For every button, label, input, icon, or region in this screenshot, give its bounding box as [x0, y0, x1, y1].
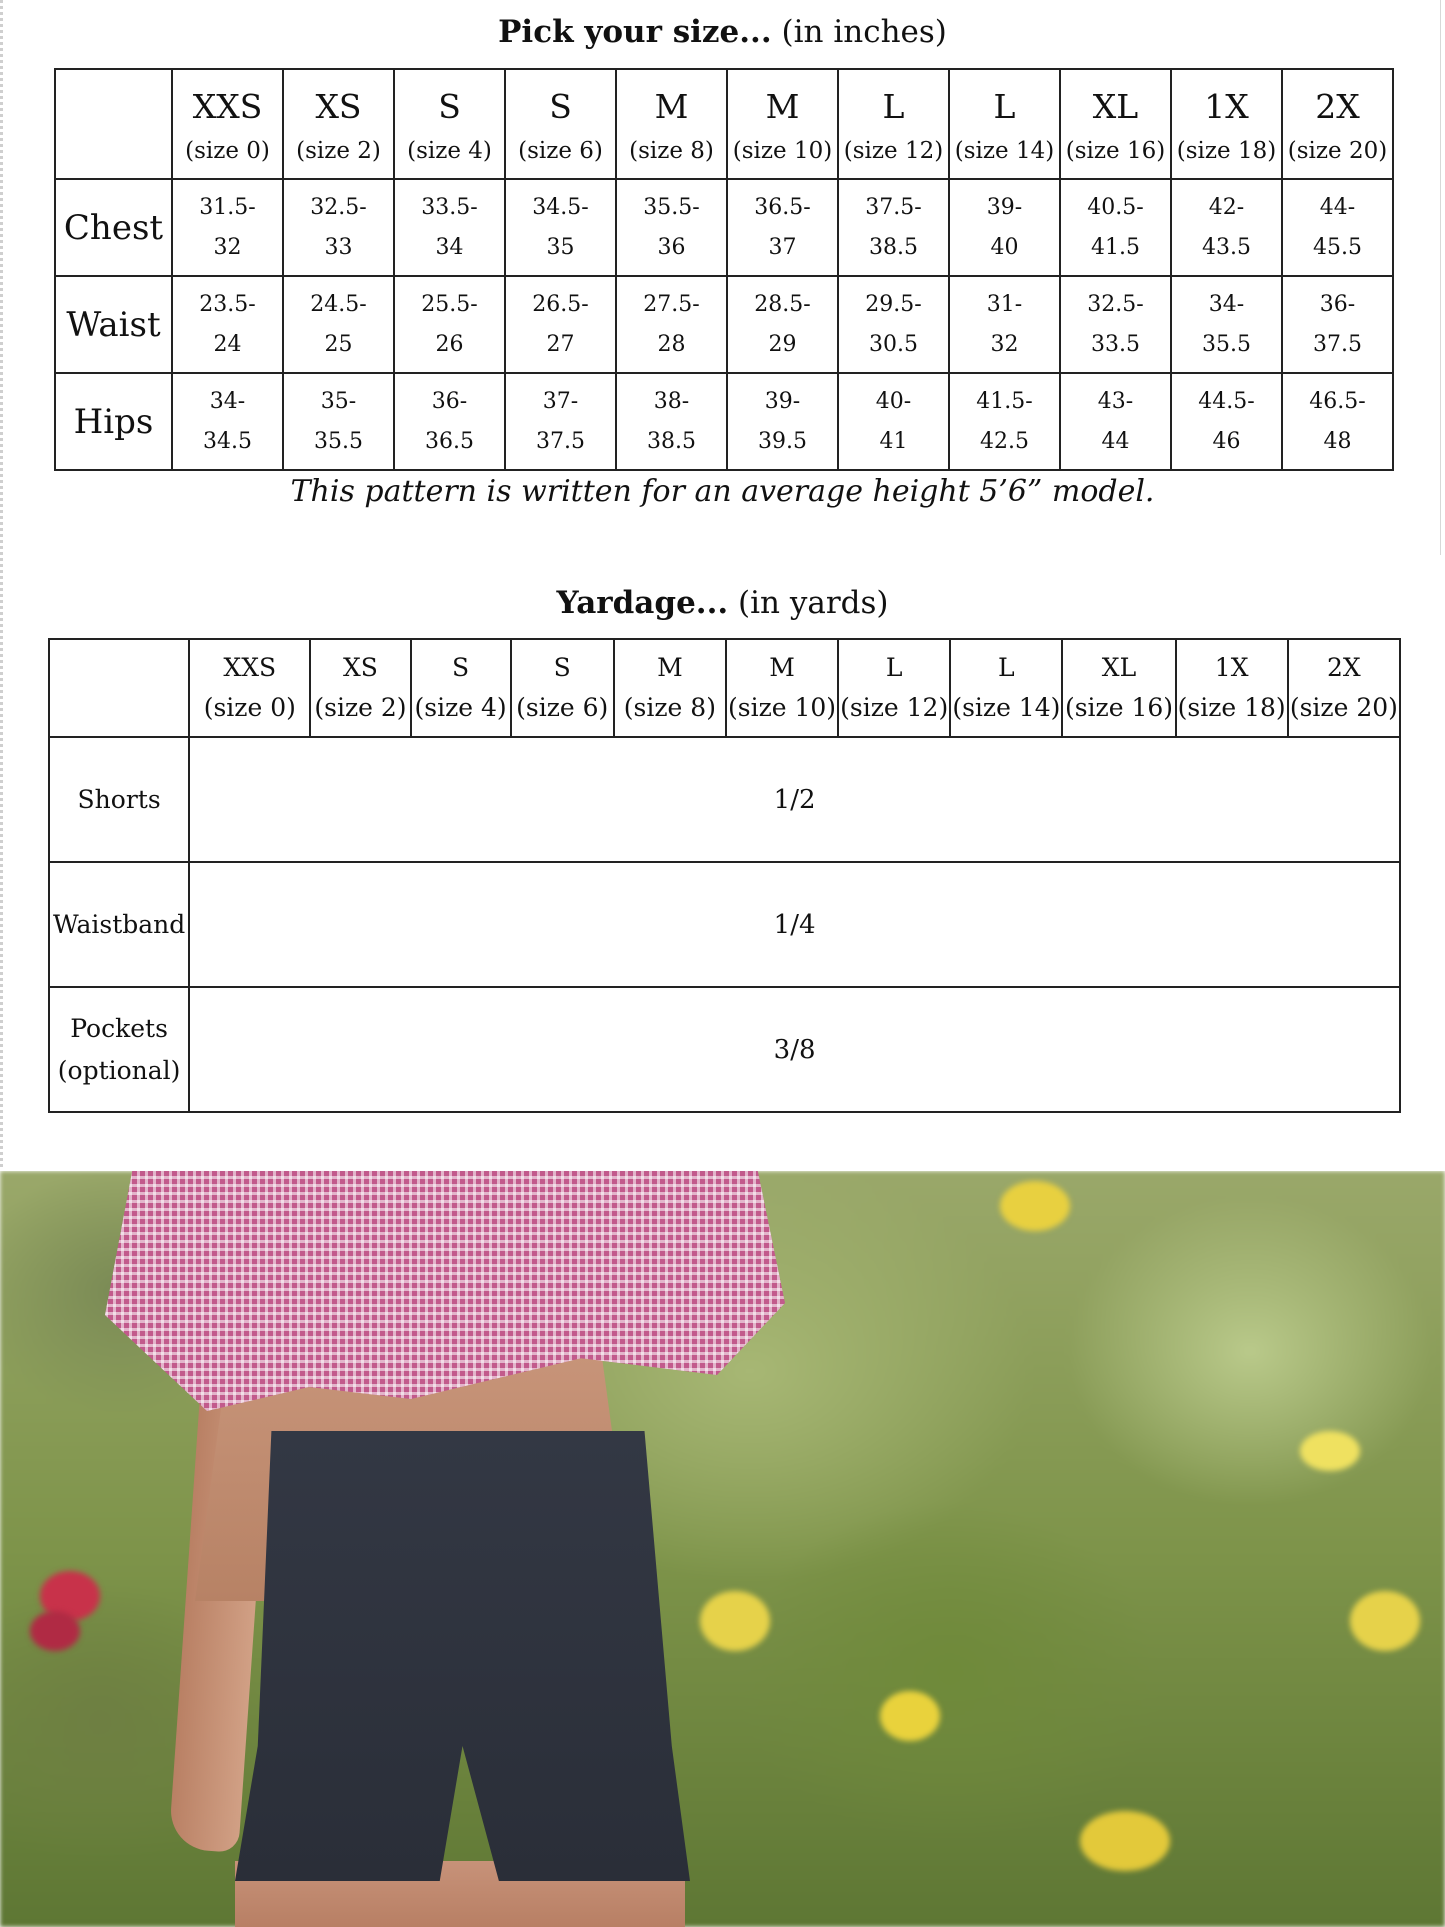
size-header-cell — [310, 639, 410, 737]
measurement-max: 37 — [768, 234, 797, 260]
yardage-row — [49, 987, 1400, 1112]
size-number: (size 12) — [840, 693, 949, 722]
size-label: 2X — [1327, 653, 1361, 682]
height-note: This pattern is written for an average height 5’6” model. — [290, 474, 1155, 509]
corner-cell — [55, 69, 172, 179]
size-header-cell — [838, 639, 950, 737]
measurement-cell — [838, 179, 949, 276]
size-header-cell — [614, 639, 726, 737]
size-header-cell — [616, 69, 727, 179]
measurement-max: 25 — [324, 331, 353, 357]
measurement-cell — [394, 179, 505, 276]
measurement-max: 33.5 — [1091, 331, 1140, 357]
size-chart-title-unit: (in inches) — [771, 14, 947, 50]
size-label: M — [657, 653, 683, 682]
measurement-max: 38.5 — [869, 234, 918, 260]
size-chart-table — [54, 68, 1394, 471]
measurement-max: 26 — [435, 331, 464, 357]
size-number: (size 20) — [1287, 138, 1388, 164]
yardage-chart-table — [48, 638, 1401, 1113]
measurement-cell — [172, 373, 283, 470]
measurement-max: 36 — [657, 234, 686, 260]
size-number: (size 12) — [843, 138, 944, 164]
size-number: (size 10) — [732, 138, 833, 164]
measurement-cell — [394, 276, 505, 373]
size-label: L — [885, 653, 903, 682]
measurement-max: 45.5 — [1313, 234, 1362, 260]
red-flower — [30, 1611, 80, 1651]
size-header-cell — [394, 69, 505, 179]
size-number: (size 8) — [623, 693, 716, 722]
yellow-flower — [1080, 1811, 1170, 1871]
size-label: L — [993, 87, 1016, 126]
measurement-max: 40 — [990, 234, 1019, 260]
measurement-min: 31.5- — [199, 194, 256, 220]
size-header-cell — [172, 69, 283, 179]
measurement-min: 41.5- — [976, 388, 1033, 414]
measurement-max: 44 — [1101, 428, 1130, 454]
size-label: XL — [1101, 653, 1137, 682]
size-label: S — [438, 87, 461, 126]
yardage-chart-title — [0, 585, 1445, 621]
size-header-cell — [838, 69, 949, 179]
model-photo — [0, 1171, 1445, 1927]
measurement-min: 39- — [986, 194, 1023, 220]
yardage-label-cell — [49, 987, 189, 1112]
measurement-max: 38.5 — [647, 428, 696, 454]
measurement-max: 27 — [546, 331, 575, 357]
measurement-cell — [616, 179, 727, 276]
size-number: (size 8) — [629, 138, 714, 164]
size-number: (size 16) — [1065, 138, 1166, 164]
measurement-cell — [283, 373, 394, 470]
size-header-cell — [949, 69, 1060, 179]
measurement-min: 32.5- — [310, 194, 367, 220]
measurement-cell — [1171, 276, 1282, 373]
measurement-max: 33 — [324, 234, 353, 260]
size-number: (size 18) — [1176, 138, 1277, 164]
measurement-min: 34- — [1208, 291, 1245, 317]
measurement-max: 32 — [990, 331, 1019, 357]
measurement-max: 39.5 — [758, 428, 807, 454]
measurement-min: 42- — [1208, 194, 1245, 220]
measurement-max: 48 — [1323, 428, 1352, 454]
measurement-row — [55, 179, 1393, 276]
size-header-cell — [726, 639, 838, 737]
measurement-min: 35- — [320, 388, 357, 414]
size-label: S — [549, 87, 572, 126]
size-number: (size 16) — [1064, 693, 1174, 722]
measurement-min: 40.5- — [1087, 194, 1144, 220]
size-header-row — [55, 69, 1393, 179]
yardage-chart-title-bold: Yardage... — [556, 585, 729, 621]
size-number: (size 14) — [952, 693, 1061, 722]
measurement-cell — [949, 179, 1060, 276]
measurement-min: 25.5- — [421, 291, 478, 317]
size-label: S — [553, 653, 571, 682]
size-label: 1X — [1204, 87, 1249, 126]
measurement-cell — [1060, 276, 1171, 373]
size-chart-title-bold: Pick your size... — [498, 14, 772, 50]
measurement-max: 34.5 — [203, 428, 252, 454]
yardage-value: 3/8 — [189, 987, 1400, 1112]
measurement-label: Chest — [55, 179, 172, 276]
measurement-max: 24 — [213, 331, 242, 357]
yardage-label-cell — [49, 737, 189, 862]
yellow-flower — [880, 1691, 940, 1741]
measurement-cell — [838, 373, 949, 470]
size-header-cell — [727, 69, 838, 179]
size-chart-title — [0, 14, 1445, 50]
measurement-min: 23.5- — [199, 291, 256, 317]
measurement-max: 46 — [1212, 428, 1241, 454]
measurement-min: 28.5- — [754, 291, 811, 317]
measurement-cell — [838, 276, 949, 373]
size-label: 2X — [1315, 87, 1360, 126]
measurement-cell — [1060, 373, 1171, 470]
size-label: L — [998, 653, 1015, 682]
yardage-label: Waistband — [52, 909, 186, 939]
size-label: XS — [342, 653, 378, 682]
measurement-cell — [949, 276, 1060, 373]
measurement-min: 24.5- — [310, 291, 367, 317]
measurement-cell — [949, 373, 1060, 470]
yardage-chart-title-unit: (in yards) — [728, 585, 889, 621]
size-header-cell — [950, 639, 1062, 737]
measurement-max: 35.5 — [314, 428, 363, 454]
measurement-min: 36- — [431, 388, 468, 414]
size-header-cell — [511, 639, 614, 737]
measurement-min: 31- — [986, 291, 1023, 317]
measurement-min: 34.5- — [532, 194, 589, 220]
size-number: (size 20) — [1289, 693, 1398, 722]
size-number: (size 6) — [516, 693, 609, 722]
yardage-header-row — [49, 639, 1400, 737]
measurement-row — [55, 373, 1393, 470]
yellow-flower — [1300, 1431, 1360, 1471]
size-header-cell — [189, 639, 310, 737]
size-header-cell — [283, 69, 394, 179]
measurement-min: 36.5- — [754, 194, 811, 220]
measurement-min: 44.5- — [1198, 388, 1255, 414]
yellow-flower — [700, 1591, 770, 1651]
measurement-cell — [172, 276, 283, 373]
yellow-flower — [1350, 1591, 1420, 1651]
yardage-row — [49, 862, 1400, 987]
size-label: M — [654, 87, 689, 126]
measurement-cell — [727, 276, 838, 373]
size-header-cell — [1171, 69, 1282, 179]
measurement-min: 36- — [1319, 291, 1356, 317]
measurement-row — [55, 276, 1393, 373]
measurement-max: 41 — [879, 428, 908, 454]
size-header-cell — [1060, 69, 1171, 179]
size-number: (size 2) — [314, 693, 407, 722]
size-header-cell — [411, 639, 511, 737]
measurement-min: 37.5- — [865, 194, 922, 220]
yellow-flower — [1000, 1181, 1070, 1231]
measurement-cell — [394, 373, 505, 470]
measurement-label: Waist — [55, 276, 172, 373]
size-number: (size 2) — [296, 138, 381, 164]
measurement-cell — [1171, 179, 1282, 276]
measurement-min: 29.5- — [865, 291, 922, 317]
measurement-cell — [283, 179, 394, 276]
measurement-min: 43- — [1097, 388, 1134, 414]
measurement-cell — [727, 179, 838, 276]
yardage-row — [49, 737, 1400, 862]
measurement-min: 44- — [1319, 194, 1356, 220]
yardage-label-cell — [49, 862, 189, 987]
measurement-cell — [283, 276, 394, 373]
size-number: (size 14) — [954, 138, 1055, 164]
measurement-max: 36.5 — [425, 428, 474, 454]
measurement-max: 30.5 — [869, 331, 918, 357]
size-number: (size 6) — [518, 138, 603, 164]
measurement-max: 32 — [213, 234, 242, 260]
measurement-min: 46.5- — [1309, 388, 1366, 414]
yardage-value: 1/2 — [189, 737, 1400, 862]
measurement-cell — [616, 276, 727, 373]
size-label: M — [769, 653, 795, 682]
measurement-max: 41.5 — [1091, 234, 1140, 260]
measurement-min: 35.5- — [643, 194, 700, 220]
measurement-max: 35.5 — [1202, 331, 1251, 357]
page-edge-right — [1440, 0, 1441, 555]
measurement-min: 34- — [209, 388, 246, 414]
measurement-min: 40- — [875, 388, 912, 414]
measurement-cell — [1171, 373, 1282, 470]
size-label: XL — [1092, 87, 1139, 126]
size-label: XXS — [192, 87, 263, 126]
measurement-max: 35 — [546, 234, 575, 260]
measurement-min: 38- — [653, 388, 690, 414]
measurement-cell — [505, 373, 616, 470]
measurement-cell — [1282, 373, 1393, 470]
measurement-max: 37.5 — [536, 428, 585, 454]
size-number: (size 4) — [414, 693, 507, 722]
measurement-cell — [727, 373, 838, 470]
size-header-cell — [1176, 639, 1288, 737]
measurement-min: 33.5- — [421, 194, 478, 220]
size-header-cell — [1288, 639, 1400, 737]
size-number: (size 18) — [1177, 693, 1286, 722]
measurement-cell — [1060, 179, 1171, 276]
size-header-cell — [505, 69, 616, 179]
measurement-cell — [1282, 276, 1393, 373]
measurement-max: 37.5 — [1313, 331, 1362, 357]
size-label: XXS — [223, 653, 277, 682]
size-label: S — [452, 653, 470, 682]
measurement-min: 32.5- — [1087, 291, 1144, 317]
size-number: (size 0) — [203, 693, 296, 722]
measurement-cell — [172, 179, 283, 276]
corner-cell — [49, 639, 189, 737]
measurement-max: 43.5 — [1202, 234, 1251, 260]
measurement-min: 27.5- — [643, 291, 700, 317]
measurement-max: 29 — [768, 331, 797, 357]
size-number: (size 4) — [407, 138, 492, 164]
measurement-min: 26.5- — [532, 291, 589, 317]
size-header-cell — [1282, 69, 1393, 179]
size-label: XS — [315, 87, 362, 126]
size-label: 1X — [1214, 653, 1249, 682]
yardage-value: 1/4 — [189, 862, 1400, 987]
yardage-label: Shorts — [77, 784, 161, 814]
size-header-cell — [1062, 639, 1175, 737]
measurement-min: 37- — [542, 388, 579, 414]
measurement-cell — [505, 276, 616, 373]
measurement-max: 42.5 — [980, 428, 1029, 454]
measurement-cell — [505, 179, 616, 276]
measurement-cell — [1282, 179, 1393, 276]
measurement-label: Hips — [55, 373, 172, 470]
size-number: (size 0) — [185, 138, 270, 164]
yardage-label: Pockets — [70, 1013, 168, 1043]
measurement-max: 28 — [657, 331, 686, 357]
measurement-cell — [616, 373, 727, 470]
measurement-max: 34 — [435, 234, 464, 260]
yardage-label-note: (optional) — [57, 1055, 181, 1085]
size-label: L — [882, 87, 905, 126]
size-number: (size 10) — [728, 693, 837, 722]
size-label: M — [765, 87, 800, 126]
measurement-min: 39- — [764, 388, 801, 414]
